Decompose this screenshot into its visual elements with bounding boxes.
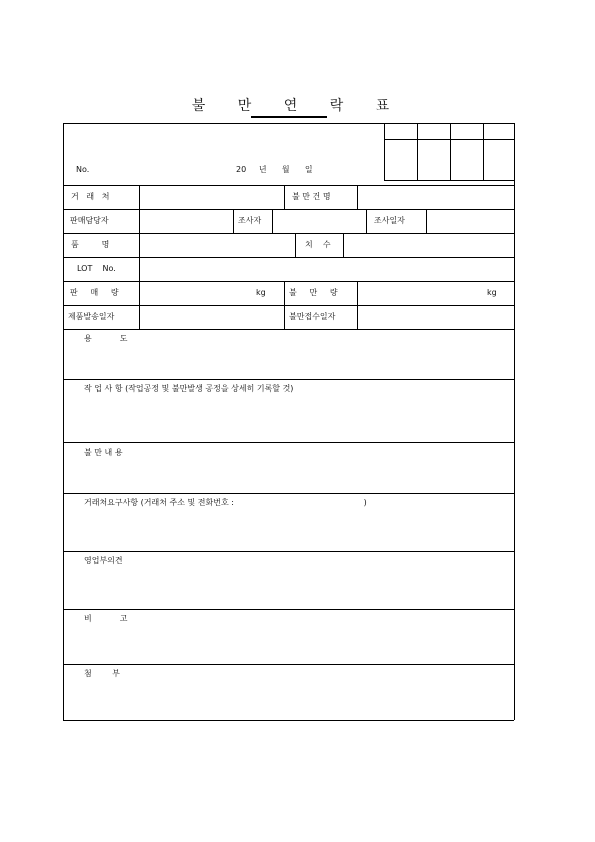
complaint-content-field[interactable] [64, 460, 513, 492]
complaint-content-label: 불 만 내 용 [84, 448, 123, 457]
client-label: 거 래 처 [71, 192, 110, 201]
inspection-date-label: 조사일자 [374, 216, 405, 225]
usage-label: 용 도 [84, 334, 128, 343]
product-field[interactable] [140, 234, 295, 256]
lot-label: LOT No. [77, 264, 116, 273]
approval-col-line [483, 123, 484, 180]
section-line [63, 379, 514, 380]
complaint-subject-label: 불 만 건 명 [292, 192, 331, 201]
client-field[interactable] [140, 186, 284, 208]
complaint-receipt-field[interactable] [358, 306, 513, 328]
title-underline [251, 116, 327, 118]
cell-line [284, 281, 285, 329]
work-label: 작 업 사 항 (작업공정 및 불만발생 공정을 상세히 기록할 것) [84, 384, 294, 393]
complaint-qty-label: 불 만 량 [289, 288, 338, 297]
sales-qty-unit: kg [256, 288, 266, 297]
sales-manager-field[interactable] [140, 210, 233, 232]
approval-box-left [384, 123, 385, 180]
sales-opinion-label: 영업부의견 [84, 556, 123, 565]
usage-field[interactable] [64, 346, 513, 378]
approval-box-bottom [384, 180, 514, 181]
attachment-field[interactable] [64, 681, 513, 719]
lot-field[interactable] [140, 258, 513, 280]
client-request-field[interactable] [64, 510, 513, 550]
page-title: 불 만 연 락 표 [191, 98, 404, 114]
section-line [63, 551, 514, 552]
table-top-border [63, 123, 514, 124]
complaint-receipt-label: 불만접수일자 [289, 312, 336, 321]
cell-line [295, 233, 296, 257]
no-label: No. [76, 165, 90, 174]
remarks-label: 비 고 [84, 614, 128, 623]
section-line [63, 493, 514, 494]
section-line [63, 442, 514, 443]
date-label[interactable]: 20 년 월 일 [236, 165, 313, 174]
inspector-label: 조사자 [238, 216, 262, 225]
complaint-qty-unit: kg [487, 288, 497, 297]
sales-manager-label: 판매담당자 [70, 216, 109, 225]
inspector-field[interactable] [273, 210, 366, 232]
sales-opinion-field[interactable] [64, 568, 513, 608]
cell-line [284, 185, 285, 209]
approval-col-line [450, 123, 451, 180]
product-label: 품 명 [71, 240, 110, 249]
table-right-border [514, 123, 515, 720]
cell-line [366, 209, 367, 233]
remarks-field[interactable] [64, 626, 513, 663]
inspection-date-field[interactable] [427, 210, 513, 232]
work-field[interactable] [64, 396, 513, 441]
section-line [63, 609, 514, 610]
section-line [63, 664, 514, 665]
approval-box-divider [384, 139, 514, 140]
cell-line [233, 209, 234, 233]
approval-col-line [417, 123, 418, 180]
complaint-subject-field[interactable] [358, 186, 513, 208]
row-line [63, 329, 514, 330]
sales-qty-label: 판 매 량 [70, 288, 119, 297]
ship-date-label: 제품발송일자 [68, 312, 115, 321]
ship-date-field[interactable] [140, 306, 284, 328]
attachment-label: 첨 부 [84, 669, 120, 678]
client-request-label: 거래처요구사항 (거래처 주소 및 전화번호 : ) [84, 498, 367, 507]
dimension-label: 치 수 [305, 240, 331, 249]
dimension-field[interactable] [344, 234, 513, 256]
table-bottom-border [63, 720, 514, 721]
